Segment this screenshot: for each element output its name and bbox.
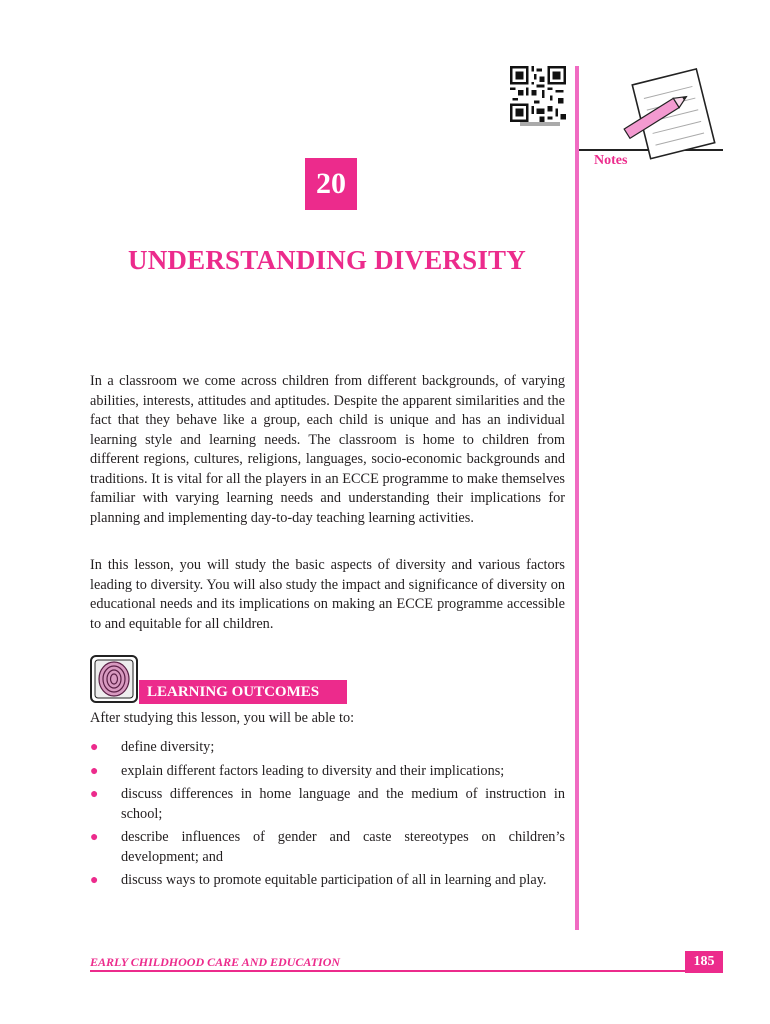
chapter-number: 20: [305, 158, 357, 210]
page-number: 185: [685, 951, 723, 973]
list-item-text: discuss ways to promote equitable participation of all in learning and play.: [121, 872, 547, 888]
bullet-dot-icon: ●: [90, 763, 99, 779]
list-item-text: discuss differences in home language and the medium of instruction in school;: [121, 786, 565, 822]
margin-rule: [575, 66, 579, 930]
notes-label: Notes: [594, 153, 628, 168]
list-item: [90, 828, 565, 867]
qr-caption-mark: [520, 122, 560, 126]
list-item: [90, 871, 565, 891]
bullet-dot-icon: ●: [90, 873, 99, 888]
intro-paragraph-2: In this lesson, you will study the basic aspects of diversity and various factors leading to diversity. You will also study the impact and significance of diversity on educational needs and its implications on making an ECCE programme accessible to and equitable for all children.: [90, 557, 565, 632]
footer-course-title: EARLY CHILDHOOD CARE AND EDUCATION: [90, 955, 341, 969]
bullet-dot-icon: ●: [90, 830, 99, 845]
chapter-title: UNDERSTANDING DIVERSITY: [128, 245, 526, 275]
list-item-text: define diversity;: [121, 739, 215, 755]
bullet-dot-icon: ●: [90, 740, 99, 755]
list-item: [90, 785, 565, 824]
learning-outcomes-heading: LEARNING OUTCOMES: [139, 680, 347, 704]
bullet-dot-icon: ●: [90, 787, 99, 802]
footer-rule: [90, 970, 722, 972]
qr-code-icon: [510, 66, 566, 122]
list-item-text: describe influences of gender and caste stereotypes on children’s development; and: [121, 829, 565, 865]
list-item: [90, 738, 565, 758]
notepad-pencil-icon: [603, 66, 723, 162]
learning-outcomes-intro: After studying this lesson, you will be able to:: [90, 710, 355, 726]
list-item: [90, 762, 565, 782]
list-item-text: explain different factors leading to diversity and their implications;: [121, 762, 505, 779]
intro-paragraph-1: In a classroom we come across children from different backgrounds, of varying abilities, interests, attitudes and aptitudes. Despite the apparent similarities and the fact that they behave like a group, each child is unique and has an individual learning style and learning needs. The classroom is home to children from different regions, cultures, religions, languages, socio-economic backgrounds and traditions. It is vital for all the players in an ECCE programme to make themselves familiar with varying learning needs and understanding their implications for planning and implementing day-to-day teaching learning activities.: [90, 373, 565, 526]
learning-outcomes-list: [90, 738, 565, 895]
fingerprint-icon: [90, 655, 138, 703]
